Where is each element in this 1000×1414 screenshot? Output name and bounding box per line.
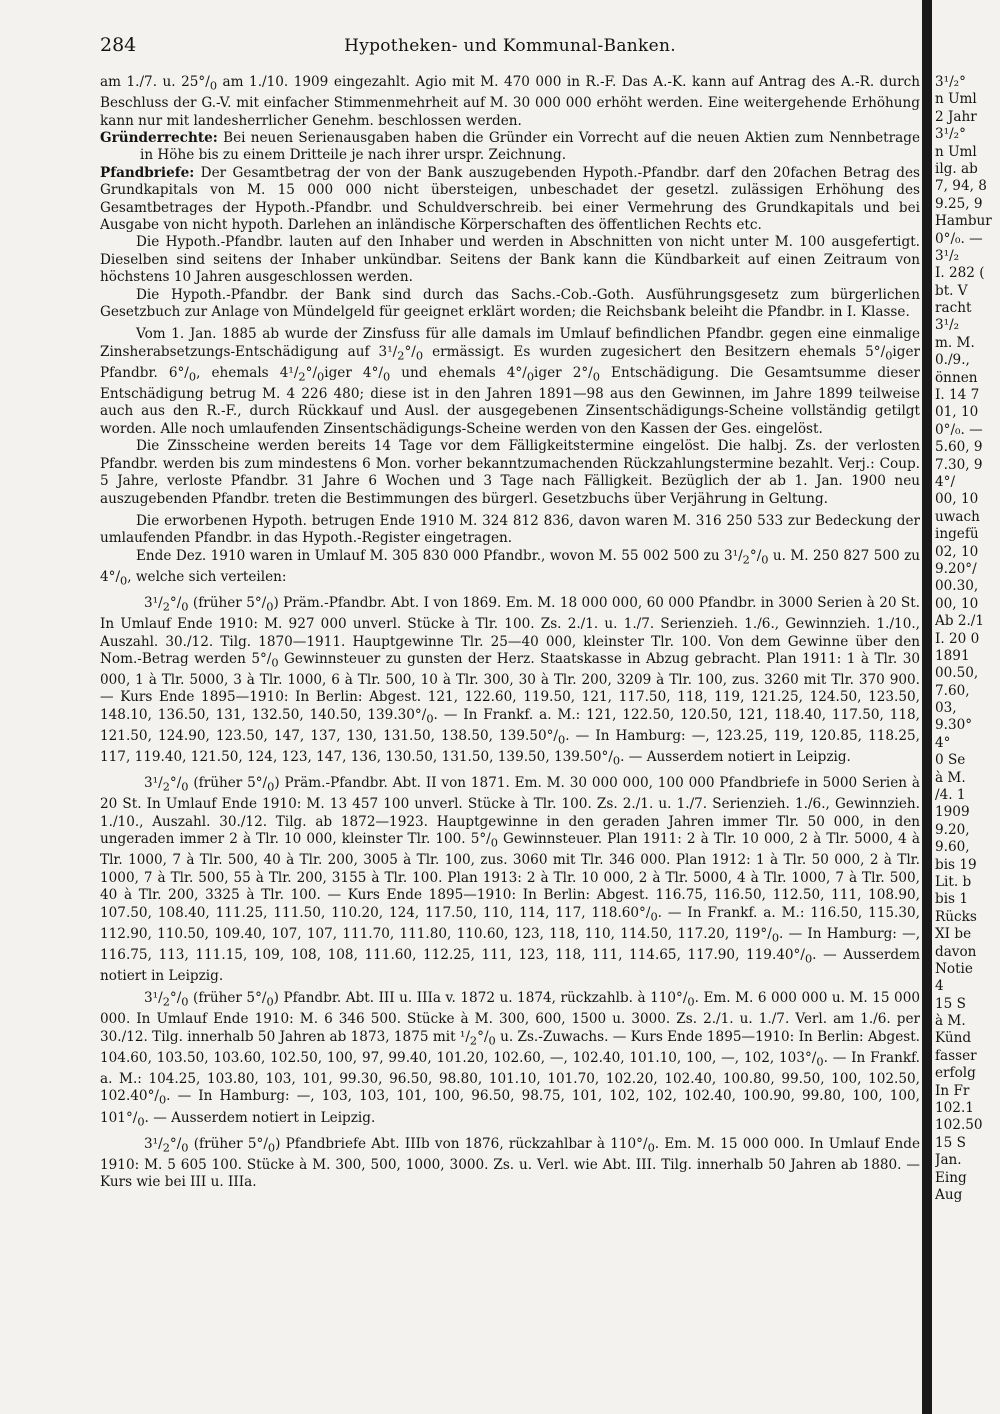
paragraph: Die Hypoth.-Pfandbr. der Bank sind durch das Sachs.-Cob.-Goth. Ausführungsgesetz zum bürgerlichen Gesetzbuch zur Anlage von Mündelgeld für geeignet erklärt worden; die Reichsbank beleiht die Pfandbr. in I. Klasse. bbox=[100, 286, 920, 320]
fragment-line: 9.25, 9 bbox=[935, 195, 983, 212]
fragment-line: 5.60, 9 bbox=[935, 439, 983, 456]
fragment-line: /4. 1 bbox=[935, 787, 966, 804]
fragment-line: m. M. bbox=[935, 334, 975, 351]
fragment-line: n Uml bbox=[935, 91, 977, 108]
fragment-line: I. 20 0 bbox=[935, 630, 980, 647]
fragment-line: 03, bbox=[935, 700, 957, 717]
fragment-line: I. 282 ( bbox=[935, 265, 985, 282]
running-title: Hypotheken- und Kommunal-Banken. bbox=[344, 36, 676, 56]
fragment-line: Notie bbox=[935, 960, 973, 977]
fragment-line: Aug bbox=[935, 1187, 963, 1203]
fragment-line: 1891 bbox=[935, 647, 970, 664]
fragment-line: Jan. bbox=[935, 1152, 962, 1169]
paragraph: $3^1/_2^\circ/_0$ (früher $5^\circ/_0$) Präm.-Pfandbr. Abt. II von 1871. Em. M. 30 000 000, 100 000 Pfandbriefe in 5000 Serien à 20 St. In Umlauf Ende 1910: M. 13 457 100 unverl. Stücke à Tlr. 100. Zs. 2./1. u. 1./7. Serienzieh. 1./6., Gewinnzieh. 1./10., Auszahl. 30./12. Tilg. ab 1872—1923. Hauptgewinne in den geraden Jahren immer Tlr. 50 000, in den ungeraden immer 2 à Tlr. 10 000, kleinster Tlr. 100. $5^\circ/_0$ Gewinnsteuer. Plan 1911: 2 à Tlr. 10 000, 2 à Tlr. 5000, 4 à Tlr. 1000, 7 à Tlr. 500, 40 à Tlr. 200, 3005 à Tlr. 100, zus. 3060 mit Tlr. 346 000. Plan 1912: 1 à Tlr. 50 000, 2 à Tlr. 1000, 7 à Tlr. 500, 55 à Tlr. 200, 3155 à Tlr. 100. Plan 1913: 2 à Tlr. 10 000, 2 à Tlr. 5000, 4 à Tlr. 1000, 7 à Tlr. 500, 40 à Tlr. 200, 3325 à Tlr. 100. — Kurs Ende 1895—1910: In Berlin: Abgest. 116.75, 116.50, 112.50, 111, 108.90, 107.50, 108.40, 111.25, 111.50, 110.20, 124, 117.50, 110, 114, 117, $118.60^\circ/_0$. — In Frankf. a. M.: 116.50, 115.30, 112.90, 110.50, 109.40, 107, 107, 111.70, 111.80, 110.60, 123, 118, 110, 114.50, 117.20, $119^\circ/_0$. — In Hamburg: —, 116.75, 113, 111.15, 109, 108, 108, 111.60, 112.25, 111, 123, 118, 111, 114.65, 117.90, $119.40^\circ/_0$. — Ausserdem notiert in Leipzig. bbox=[100, 775, 920, 984]
paragraph: $3^1/_2^\circ/_0$ (früher $5^\circ/_0$) Präm.-Pfandbr. Abt. I von 1869. Em. M. 18 000 000, 60 000 Pfandbr. in 3000 Serien à 20 St. In Umlauf Ende 1910: M. 927 000 unverl. Stücke à Tlr. 100. Zs. 2./1. u. 1./7. Serienzieh. 1./6., Gewinnzieh. 1./10., Auszahl. 30./12. Tilg. 1870—1911. Hauptgewinne Tlr. 25—40 000, kleinster Tlr. 100. Von dem Gewinne über den Nom.-Betrag werden $5^\circ/_0$ Gewinnsteuer zu gunsten der Herz. Staatskasse in Abzug gebracht. Plan 1911: 1 à Tlr. 30 000, 1 à Tlr. 5000, 3 à Tlr. 1000, 6 à Tlr. 500, 10 à Tlr. 300, 30 à Tlr. 200, 3209 à Tlr. 100, zus. 3260 mit Tlr. 370 900. — Kurs Ende 1895—1910: In Berlin: Abgest. 121, 122.60, 119.50, 121, 117.50, 118, 119, 121.25, 124.50, 123.50, 148.10, 136.50, 131, 132.50, 140.50, $139.30^\circ/_0$. — In Frankf. a. M.: 121, 122.50, 120.50, 121, 118.40, 117.50, 118, 121.50, 124.90, 123.50, 147, 137, 130, 131.50, 138.50, $139.50^\circ/_0$. — In Hamburg: —, 123.25, 119, 120.85, 118.25, 117, 119.40, 121.50, 124, 123, 147, 136, 130.50, 131.50, 139.50, $139.50^\circ/_0$. — Ausserdem notiert in Leipzig. bbox=[100, 594, 920, 768]
fragment-line: davon bbox=[935, 943, 977, 960]
paragraph: $3^1/_2^\circ/_0$ (früher $5^\circ/_0$) Pfandbriefe Abt. IIIb von 1876, rückzahlbar à $110^\circ/_0$. Em. M. 15 000 000. In Umlauf Ende 1910: M. 5 605 100. Stücke à M. 300, 500, 1000, 3000. Zs. u. Verl. wie Abt. III. Tilg. innerhalb 50 Jahren ab 1880. — Kurs wie bei III u. IIIa. bbox=[100, 1135, 920, 1191]
fragment-line: Künd bbox=[935, 1030, 972, 1047]
fragment-line: I. 14 7 bbox=[935, 387, 980, 404]
fragment-line: 1909 bbox=[935, 804, 970, 821]
fragment-line: 4 bbox=[935, 978, 944, 995]
fragment-line: ilg. ab bbox=[935, 160, 978, 177]
fragment-line: n Uml bbox=[935, 143, 977, 160]
fragment-line: Lit. b bbox=[935, 873, 972, 890]
paragraph: Pfandbriefe: Der Gesamtbetrag der von der Bank auszugebenden Hypoth.-Pfandbr. darf den 20fachen Betrag des Grundkapitals von M. 15 000 000 nicht übersteigen, unbeschadet der gesetzl. zulässigen Erhöhung des Gesamtbetrages der Hypoth.-Pfandbr. und Schuldverschreib. bei einer Vermehrung des Grundkapitals und bei Ausgabe von nicht hypoth. Darlehen an inländische Körperschaften des öffentlichen Rechts etc. bbox=[100, 164, 920, 233]
fragment-line: Hambur bbox=[935, 213, 992, 230]
fragment-line: à M. bbox=[935, 769, 966, 786]
fragment-line: 0°/₀. — bbox=[935, 421, 983, 438]
fragment-line: 3¹/₂° bbox=[935, 126, 966, 143]
paragraph: $3^1/_2^\circ/_0$ (früher $5^\circ/_0$) Pfandbr. Abt. III u. IIIa v. 1872 u. 1874, rückzahlb. à $110^\circ/_0$. Em. M. 6 000 000 u. M. 15 000 000. In Umlauf Ende 1910: M. 6 346 500. Stücke à M. 300, 600, 1500 u. 3000. Zs. 2./1. u. 1./7. Verl. am 1./6. per 30./12. Tilg. innerhalb 50 Jahren ab 1873, 1875 mit $^1/_2^\circ/_0$ u. Zs.-Zuwachs. — Kurs Ende 1895—1910: In Berlin: Abgest. 104.60, 103.50, 103.60, 102.50, 100, 97, 99.40, 101.20, 102.60, —, 102.40, 101.10, 100, —, 102, $103^\circ/_0$. — In Frankf. a. M.: 104.25, 103.80, 103, 101, 99.30, 96.50, 98.80, 101.10, 101.70, 102.20, 102.40, 100.80, 99.50, 100, 102.50, $102.40^\circ/_0$. — In Hamburg: —, 103, 103, 101, 100, 96.50, 98.75, 101, 102, 102, 102.40, 100.90, 99.80, 100, 100, $101^\circ/_0$. — Ausserdem notiert in Leipzig. bbox=[100, 990, 920, 1129]
fragment-line: 00.50, bbox=[935, 665, 979, 682]
fragment-line: à M. bbox=[935, 1013, 966, 1030]
paragraph: Die Zinsscheine werden bereits 14 Tage vor dem Fälligkeitstermine eingelöst. Die halbj. Zs. der verlosten Pfandbr. werden bis zum mindestens 6 Mon. vorher bekanntzumachenden Rückzahlungstermine bezahlt. Verj.: Coup. 5 Jahre, verloste Pfandbr. 31 Jahre 6 Wochen und 3 Tage nach Fälligkeit. Bezüglich der ab 1. Jan. 1900 neu auszugebenden Pfandbr. treten die Bestimmungen des bürgerl. Gesetzbuchs über Verjährung in Geltung. bbox=[100, 438, 920, 507]
fragment-line: bis 19 bbox=[935, 856, 977, 873]
fragment-line: Ab 2./1 bbox=[935, 613, 985, 630]
fragment-line: 00.30, bbox=[935, 578, 979, 595]
paragraph: Vom 1. Jan. 1885 ab wurde der Zinsfuss für alle damals im Umlauf befindlichen Pfandbr. gegen eine einmalige Zinsherabsetzungs-Entschädigung auf $3^1/_2^\circ/_0$ ermässigt. Es wurden zugesichert den Besitzern ehemals $5^\circ/_0iger$ Pfandbr. $6^\circ/_0$, ehemals $4^1/_2^\circ/_0iger$ $4^\circ/_0$ und ehemals $4^\circ/_0iger$ $2^\circ/_0$ Entschädigung. Die Gesamtsumme dieser Entschädigung betrug M. 4 226 480; diese ist in den Jahren 1891—98 aus den Gewinnen, im Jahre 1899 teilweise auch aus den R.-F., durch Rückkauf und Ausl. der ausgegebenen Zinsentschädigungs-Scheine vollständig getilgt worden. Alle noch umlaufenden Zinsentschädigungs-Scheine werden von den Kassen der Ges. eingelöst. bbox=[100, 326, 920, 437]
paragraph: Ende Dez. 1910 waren in Umlauf M. 305 830 000 Pfandbr., wovon M. 55 002 500 zu $3^1/_2^\circ/_0$ u. M. 250 827 500 zu $4^\circ/_0$, welche sich verteilen: bbox=[100, 547, 920, 588]
fragment-line: 4°/ bbox=[935, 473, 956, 490]
paragraph: Die erworbenen Hypoth. betrugen Ende 1910 M. 324 812 836, davon waren M. 316 250 533 zur Bedeckung der umlaufenden Pfandbr. in das Hypoth.-Register eingetragen. bbox=[100, 512, 920, 547]
fragment-line: 7.60, bbox=[935, 682, 970, 699]
main-text-column bbox=[100, 74, 920, 1404]
fragment-line: 0./9., bbox=[935, 352, 970, 369]
fragment-line: 3¹/₂° bbox=[935, 74, 966, 90]
fragment-line: uwach bbox=[935, 508, 980, 525]
fragment-line: 7.30, 9 bbox=[935, 456, 983, 473]
fragment-line: 0 Se bbox=[935, 752, 966, 769]
fragment-line: 102.1 bbox=[935, 1100, 974, 1117]
fragment-line: bis 1 bbox=[935, 891, 968, 908]
fragment-line: 102.50 bbox=[935, 1117, 983, 1134]
fragment-line: Rücks bbox=[935, 908, 977, 925]
column-divider bbox=[922, 0, 932, 1414]
fragment-line: 00, 10 bbox=[935, 491, 979, 508]
fragment-line: 0°/₀. — bbox=[935, 230, 983, 247]
adjacent-column-fragment bbox=[935, 74, 1000, 1404]
fragment-line: 9.30° bbox=[935, 717, 973, 734]
fragment-line: fasser bbox=[935, 1047, 977, 1064]
fragment-line: ingefü bbox=[935, 526, 979, 543]
paragraph: Gründerrechte: Bei neuen Serienausgaben haben die Gründer ein Vorrecht auf die neuen Aktien zum Nennbetrage in Höhe bis zu einem Dritteile je nach ihrer urspr. Zeichnung. bbox=[100, 129, 920, 164]
page-number: 284 bbox=[100, 34, 137, 56]
fragment-line: 00, 10 bbox=[935, 595, 979, 612]
fragment-line: 3¹/₂ bbox=[935, 317, 960, 334]
fragment-line: 01, 10 bbox=[935, 404, 979, 421]
fragment-line: 02, 10 bbox=[935, 543, 979, 560]
fragment-line: 15 S bbox=[935, 995, 966, 1012]
fragment-line: 2 Jahr bbox=[935, 108, 977, 125]
paragraph: am 1./7. u. $25^\circ/_0$ am 1./10. 1909 eingezahlt. Agio mit M. 470 000 in R.-F. Das A.-K. kann auf Antrag des A.-R. durch Beschluss der G.-V. mit einfacher Stimmenmehrheit auf M. 30 000 000 erhöht werden. Eine weitergehende Erhöhung kann nur mit landesherrlicher Genehm. beschlossen werden. bbox=[100, 74, 920, 129]
fragment-line: racht bbox=[935, 300, 972, 317]
paragraph: Die Hypoth.-Pfandbr. lauten auf den Inhaber und werden in Abschnitten von nicht unter M. 100 ausgefertigt. Dieselben sind seitens der Inhaber unkündbar. Seitens der Bank kann die Kündbarkeit auf einen Zeitraum von höchstens 10 Jahren ausgeschlossen werden. bbox=[100, 234, 920, 286]
fragment-line: 9.60, bbox=[935, 839, 970, 856]
fragment-line: önnen bbox=[935, 369, 978, 386]
fragment-line: Eing bbox=[935, 1169, 967, 1186]
fragment-line: XI be bbox=[935, 926, 972, 943]
fragment-line: erfolg bbox=[935, 1065, 976, 1082]
fragment-line: 9.20°/ bbox=[935, 560, 977, 577]
fragment-line: 3¹/₂ bbox=[935, 247, 960, 264]
fragment-line: In Fr bbox=[935, 1082, 970, 1099]
page-header bbox=[100, 34, 920, 60]
fragment-line: 7, 94, 8 bbox=[935, 178, 987, 195]
fragment-line: 15 S bbox=[935, 1134, 966, 1151]
fragment-line: 4° bbox=[935, 734, 951, 751]
fragment-line: 9.20, bbox=[935, 821, 970, 838]
fragment-line: bt. V bbox=[935, 282, 968, 299]
